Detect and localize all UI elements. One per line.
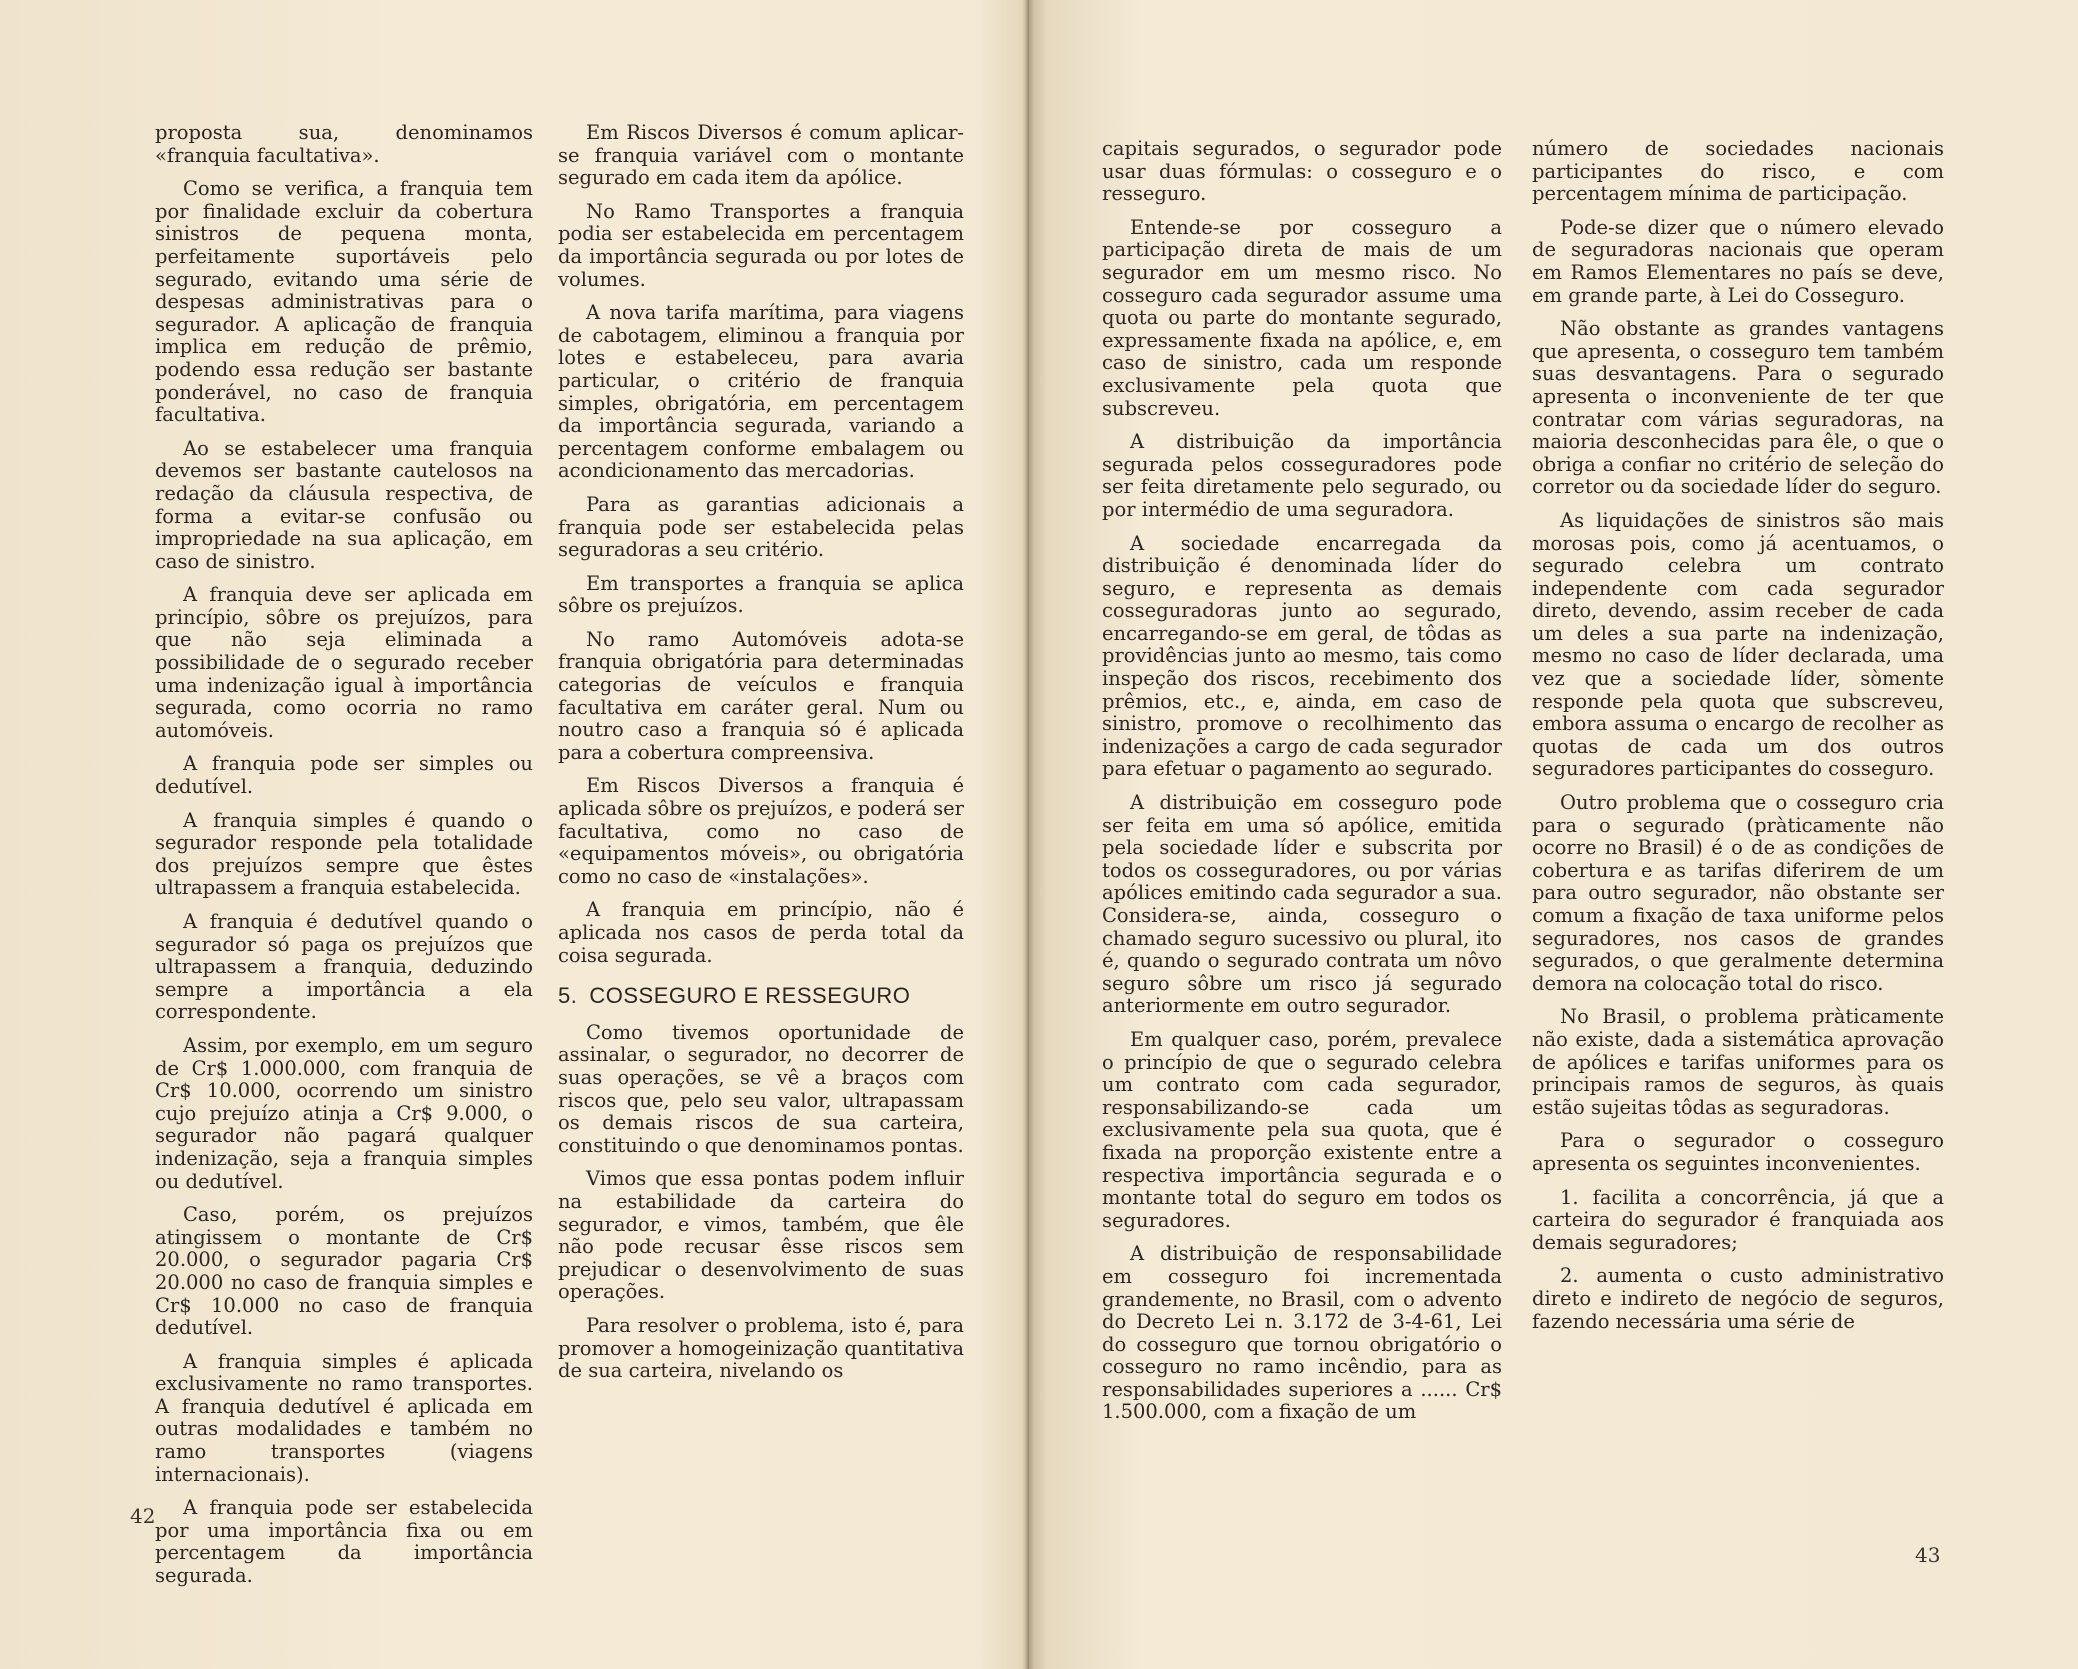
paragraph: Como tivemos oportunidade de assinalar, o segurador, no decorrer de suas operações, se vê a braços com riscos que, pelo seu valor, ultrapassam os demais riscos de sua carteira, constituindo o que denominamos pontas. <box>558 1020 964 1157</box>
paragraph: No Ramo Transportes a franquia podia ser estabelecida em percentagem da importância segurada ou por lotes de volumes. <box>558 199 964 291</box>
paragraph: A distribuição da importância segurada pelos cosseguradores pode ser feita diretamente pelo segurado, ou por intermédio de uma seguradora. <box>1102 430 1502 521</box>
right-page-column-2 <box>1532 138 1944 1344</box>
paragraph: Para as garantias adicionais a franquia pode ser estabelecida pelas seguradoras a seu critério. <box>558 492 964 562</box>
right-page-column-1 <box>1102 138 1502 1435</box>
paragraph: A distribuição de responsabilidade em cosseguro foi incrementada grandemente, no Brasil, com o advento do Decreto Lei n. 3.172 de 3-4-61, Lei do cosseguro que tornou obrigatório o cosseguro no ramo incêndio, para as responsabilidades superiores a ...... Cr$ 1.500.000, com a fixação de um <box>1102 1242 1502 1424</box>
paragraph: Como se verifica, a franquia tem por finalidade excluir da cobertura sinistros de pequena monta, perfeitamente suportáveis pelo segurado, evitando uma série de despesas administrativas para o segurador. A aplicação de franquia implica em redução de prêmio, podendo essa redução ser bastante ponderável, no caso de franquia facultativa. <box>155 177 533 427</box>
page-number-right: 43 <box>1915 1543 1941 1567</box>
paragraph: A distribuição em cosseguro pode ser feita em uma só apólice, emitida pela sociedade líder e subscrita por todos os cosseguradores, ou por várias apólices emitindo cada segurador a sua. Considera-se, ainda, cosseguro o chamado seguro sucessivo ou plural, ito é, quando o segurado contrata um nôvo seguro sôbre um risco já segurado anteriormente em outro segurador. <box>1102 791 1502 1018</box>
left-page-column-1 <box>155 122 533 1599</box>
paragraph: proposta sua, denominamos «franquia facultativa». <box>155 121 533 167</box>
section-number: 5. <box>558 983 578 1009</box>
paragraph: Entende-se por cosseguro a participação direta de mais de um segurador em um mesmo risco. No cosseguro cada segurador assume uma quota ou parte do montante segurado, expressamente fixada na apólice, e, em caso de sinistro, cada um responde exclusivamente pela quota que subscreveu. <box>1102 215 1502 420</box>
paragraph: A franquia em princípio, não é aplicada nos casos de perda total da coisa segurada. <box>558 898 964 967</box>
paragraph: A franquia simples é aplicada exclusivamente no ramo transportes. A franquia dedutível é aplicada em outras modalidades e também no ramo transportes (viagens internacionais). <box>155 1349 533 1486</box>
section-title: COSSEGURO E RESSEGURO <box>589 983 911 1009</box>
paragraph: Outro problema que o cosseguro cria para o segurado (pràticamente não ocorre no Brasil) é o de as condições de cobertura e as tarifas diferirem de um para outro segurador, não obstante ser comum a fixação de taxa uniforme pelos seguradores, nos casos de grandes segurados, o que geralmente determina demora na colocação total do risco. <box>1532 791 1944 995</box>
paragraph: A franquia simples é quando o segurador responde pela totalidade dos prejuízos sempre que êstes ultrapassem a franquia estabelecida. <box>155 808 533 900</box>
paragraph: Vimos que essa pontas podem influir na estabilidade da carteira do segurador, e vimos, também, que êle não pode recusar êsse riscos sem prejudicar o desenvolvimento de suas operações. <box>558 1167 964 1304</box>
paragraph: Não obstante as grandes vantagens que apresenta, o cosseguro tem também suas desvantagens. Para o segurado apresenta o inconveniente de ter que contratar com várias seguradoras, na maioria desconhecidas para êle, o que o obriga a confiar no critério de seleção do corretor ou da sociedade líder do seguro. <box>1532 317 1944 499</box>
paragraph: No Brasil, o problema pràticamente não existe, dada a sistemática aprovação de apólices e tarifas uniformes para os principais ramos de seguros, às quais estão sujeitas tôdas as seguradoras. <box>1532 1005 1944 1119</box>
paragraph: A nova tarifa marítima, para viagens de cabotagem, eliminou a franquia por lotes e estabeleceu, para avaria particular, o critério de franquia simples, obrigatória, em percentagem da importância segurada, variando a percentagem conforme embalagem ou acondicionamento das mercadorias. <box>558 301 964 483</box>
paragraph: número de sociedades nacionais participantes do risco, e com percentagem mínima de participação. <box>1532 137 1944 206</box>
paragraph: Pode-se dizer que o número elevado de seguradoras nacionais que operam em Ramos Elementares no país se deve, em grande parte, à Lei do Cosseguro. <box>1532 215 1944 307</box>
book-gutter <box>1022 0 1034 1669</box>
paragraph: Para o segurador o cosseguro apresenta os seguintes inconvenientes. <box>1532 1129 1944 1175</box>
section-heading <box>558 985 964 1008</box>
paragraph: Em qualquer caso, porém, prevalece o princípio de que o segurado celebra um contrato com cada segurador, responsabilizando-se cada um exclusivamente pela sua quota, que é fixada na proporção existente entre a respectiva importância segurada e o montante total do seguro em todos os seguradores. <box>1102 1027 1502 1232</box>
paragraph: A sociedade encarregada da distribuição é denominada líder do seguro, e representa as demais cosseguradoras junto ao segurado, encarregando-se em geral, de tôdas as providências junto ao mesmo, tais como inspeção dos riscos, recebimento dos prêmios, etc., e, ainda, em caso de sinistro, promove o recolhimento das indenizações a cargo de cada segurador para efetuar o pagamento ao segurado. <box>1102 531 1502 781</box>
paragraph: No ramo Automóveis adota-se franquia obrigatória para determinadas categorias de veículos e franquia facultativa em caráter geral. Num ou noutro caso a franquia só é aplicada para a cobertura compreensiva. <box>558 627 964 764</box>
paragraph: Ao se estabelecer uma franquia devemos ser bastante cautelosos na redação da cláusula respectiva, de forma a evitar-se confusão ou impropriedade na sua aplicação, em caso de sinistro. <box>155 436 533 573</box>
paragraph: capitais segurados, o segurador pode usar duas fórmulas: o cosseguro e o resseguro. <box>1102 137 1502 206</box>
paragraph: 2. aumenta o custo administrativo direto e indireto de negócio de seguros, fazendo necessária uma série de <box>1532 1264 1944 1333</box>
paragraph: Para resolver o problema, isto é, para promover a homogeinização quantitativa de sua carteira, nivelando os <box>558 1313 964 1383</box>
paragraph: Em Riscos Diversos a franquia é aplicada sôbre os prejuízos, e poderá ser facultativa, como no caso de «equipamentos móveis», ou obrigatória como no caso de «instalações». <box>558 774 964 888</box>
paragraph: Caso, porém, os prejuízos atingissem o montante de Cr$ 20.000, o segurador pagaria Cr$ 20.000 no caso de franquia simples e Cr$ 10.000 no caso de franquia dedutível. <box>155 1203 533 1340</box>
paragraph: Em transportes a franquia se aplica sôbre os prejuízos. <box>558 571 964 618</box>
paragraph: A franquia é dedutível quando o segurador só paga os prejuízos que ultrapassem a franquia, deduzindo sempre a importância a ela correspondente. <box>155 910 533 1024</box>
paragraph: 1. facilita a concorrência, já que a carteira do segurador é franquiada aos demais seguradores; <box>1532 1185 1944 1254</box>
paragraph: Assim, por exemplo, em um seguro de Cr$ 1.000.000, com franquia de Cr$ 10.000, ocorrendo um sinistro cujo prejuízo atinja a Cr$ 9.000, o segurador não pagará qualquer indenização, seja a franquia simples ou dedutível. <box>155 1033 533 1193</box>
paragraph: Em Riscos Diversos é comum aplicar-se franquia variável com o montante segurado em cada item da apólice. <box>558 121 964 190</box>
page-number-left: 42 <box>130 1504 156 1528</box>
left-page-column-2 <box>558 122 964 1394</box>
paragraph: A franquia pode ser simples ou dedutível. <box>155 752 533 799</box>
paragraph: As liquidações de sinistros são mais morosas pois, como já acentuamos, o segurado celebra um contrato independente com cada segurador direto, devendo, assim receber de cada um deles a sua parte na indenização, mesmo no caso de líder declarada, uma vez que a sociedade líder, sòmente responde pela quota que subscreveu, embora assuma o encargo de recolher as quotas de cada um dos outros seguradores participantes do cosseguro. <box>1532 508 1944 781</box>
paragraph: A franquia pode ser estabelecida por uma importância fixa ou em percentagem da importância segurada. <box>155 1496 533 1588</box>
paragraph: A franquia deve ser aplicada em princípio, sôbre os prejuízos, para que não seja eliminada a possibilidade de o segurado receber uma indenização igual à importância segurada, como ocorria no ramo automóveis. <box>155 583 533 742</box>
